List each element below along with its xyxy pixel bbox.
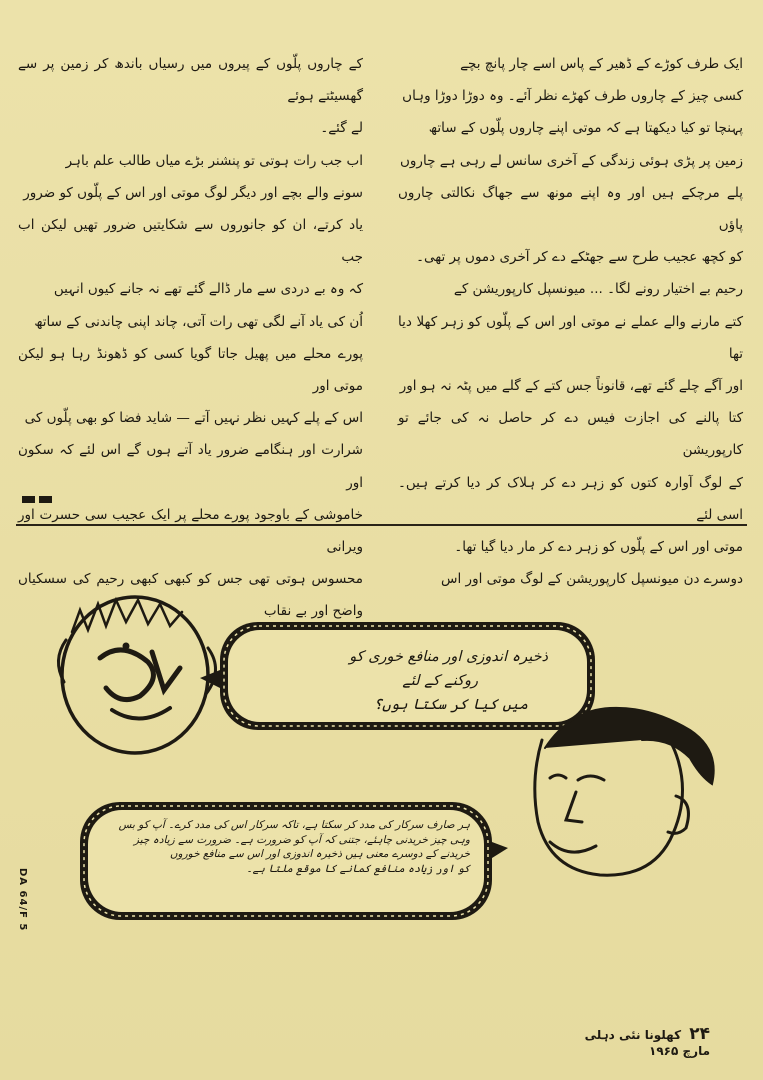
publication-line: کھلونا نئی دہلی مارچ ۱۹۶۵ bbox=[584, 1028, 710, 1058]
article-line: خاموشی کے باوجود پورے محلے پر ایک عجیب سی حسرت اور ویرانی bbox=[18, 506, 363, 556]
article-line: سونے والے بچے اور دیگر لوگ موتی اور اس کے پلّوں کو ضرور bbox=[23, 184, 363, 201]
article-line: پورے محلے میں پھیل جاتا گویا کسی کو ڈھونڈ رہا ہو لیکن موتی اور bbox=[18, 345, 363, 395]
speech-line: خریدنے کے دوسرے معنی ہیں ذخیرہ اندوزی اور اس سے منافع خوروں bbox=[169, 848, 470, 860]
article-line: زمین پر پڑی ہوئی زندگی کے آخری سانس لے رہی ہے چاروں bbox=[400, 152, 743, 169]
article-line: کو کچھ عجیب طرح سے جھٹکے دے کر آخری دموں پر تھی۔ bbox=[416, 249, 743, 266]
article-line: موتی اور اس کے پلّوں کو زہر دے کر مار دیا گیا تھا۔ bbox=[454, 539, 743, 556]
speech-line: ذخیرہ اندوزی اور منافع خوری کو bbox=[349, 649, 548, 665]
article-line: کہ وہ بے دردی سے مار ڈالے گئے تھے نہ جانے کیوں انہیں bbox=[53, 281, 363, 298]
speech-text-top bbox=[248, 645, 548, 717]
page-number: ۲۴ bbox=[689, 1024, 710, 1044]
article-line: اس کے پلے کہیں نظر نہیں آتے — شاید فضا کو بھی پلّوں کی bbox=[24, 410, 363, 427]
article-line: شرارت اور ہنگامے ضرور یاد آتے ہوں گے اس لئے کہ سکون اور bbox=[18, 442, 363, 491]
article-line: کے چاروں پلّوں کے پیروں میں رسیاں باندھ کر زمین پر سے گھسیٹتے ہوئے bbox=[18, 56, 363, 105]
speech-text-bottom bbox=[95, 818, 470, 876]
article-line: لے گئے۔ bbox=[320, 120, 363, 137]
article-line: اُن کی یاد آنے لگی تھی رات آتی، چاند اپنی چاندنی کے ساتھ bbox=[34, 313, 363, 330]
caricature-head-left bbox=[58, 597, 215, 753]
speech-line: وہی چیز خریدنی چاہئے، جتنی کہ آپ کو ضرورت ہے۔ ضرورت سے زیادہ چیز bbox=[133, 833, 470, 846]
article-line: کتے مارنے والے عملے نے موتی اور اس کے پلّوں کو زہر کھلا دیا تھا bbox=[398, 313, 743, 362]
caricature-head-right bbox=[535, 708, 714, 875]
article-line: اور آگے چلے گئے تھے، قانوناً جس کتے کے گلے میں پٹہ نہ ہو اور bbox=[399, 378, 743, 395]
article-line: ایک طرف کوڑے کے ڈھیر کے پاس اسے چار پانچ بچے bbox=[460, 56, 743, 72]
cartoon-illustration bbox=[30, 570, 730, 950]
article-column-right bbox=[398, 48, 743, 595]
article-line: محسوس ہوتی تھی جس کو کبھی کبھی رحیم کی سسکیاں واضح اور بے نقاب bbox=[18, 571, 363, 620]
section-divider bbox=[16, 524, 747, 526]
speech-line: کو اور زیادہ منافع کمانے کا موقع ملتا ہے۔ bbox=[246, 862, 470, 875]
article-column-left bbox=[18, 48, 363, 660]
page-footer bbox=[560, 1024, 710, 1058]
speech-line: ہر صارف سرکار کی مدد کر سکتا ہے، تاکہ سرکار اس کی مدد کرے۔ آپ کو بس bbox=[118, 819, 470, 831]
article-line: دوسرے دن میونسپل کارپوریشن کے لوگ موتی اور اس bbox=[441, 571, 743, 588]
speech-line: روکنے کے لئے bbox=[402, 673, 478, 689]
speech-line: میں کیا کر سکتا ہوں؟ bbox=[373, 697, 528, 713]
article-line: کسی چیز کے چاروں طرف کھڑے نظر آئے۔ وہ دوڑا دوڑا وہاں bbox=[402, 88, 743, 105]
article-line: کتا پالنے کی اجازت فیس دے کر حاصل نہ کی جائے تو کارپوریشن bbox=[398, 410, 743, 459]
article-line: یاد کرتے، ان کو جانوروں سے شکایتیں ضرور تھیں لیکن اب جب bbox=[18, 217, 363, 266]
article-line: پہنچا تو کیا دیکھتا ہے کہ موتی اپنے چاروں پلّوں کے ساتھ bbox=[428, 120, 743, 137]
article-line: اب جب رات ہوتی تو پنشنر بڑے میاں طالب علم باہر bbox=[65, 152, 363, 169]
article-line: کے لوگ آوارہ کتوں کو زہر دے کر ہلاک کر دیا کرتے ہیں۔ اسی لئے bbox=[398, 474, 743, 523]
article-line: رحیم بے اختیار رونے لگا۔ ... میونسپل کارپوریشن کے bbox=[453, 281, 743, 298]
archive-code: DA 64/F 5 bbox=[17, 868, 28, 932]
article-end-mark bbox=[22, 488, 56, 507]
article-line: پلے مرچکے ہیں اور وہ اپنے مونھ سے جھاگ نکالتی چاروں پاؤں bbox=[398, 184, 743, 234]
